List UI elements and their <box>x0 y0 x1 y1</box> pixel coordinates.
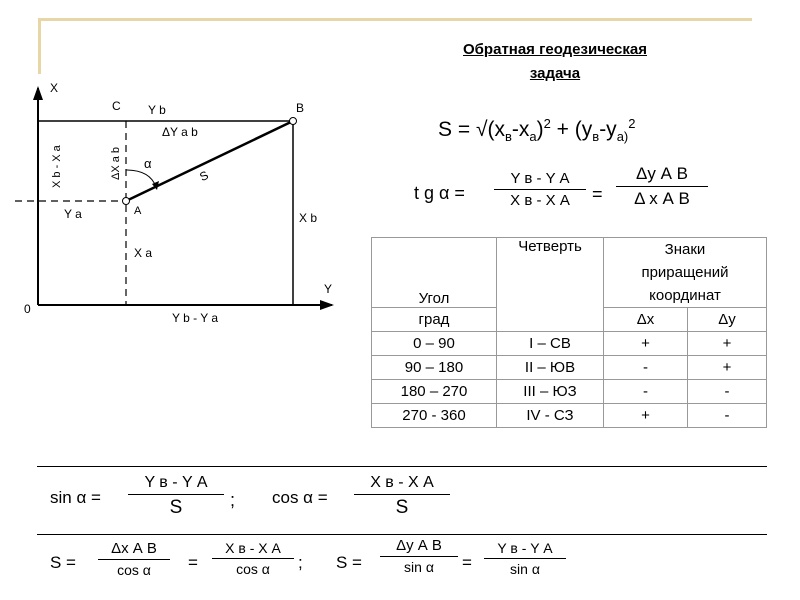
xa-label: X a <box>134 246 153 260</box>
s-den-2: cos α <box>236 561 270 577</box>
s-num-2: X в - X А <box>225 540 281 556</box>
fs-sup1: 2 <box>543 116 551 131</box>
cell-quarter: III – ЮЗ <box>497 380 604 404</box>
s-num-1: Δx А В <box>111 540 157 557</box>
tg-num-2: Δy А В <box>636 164 688 183</box>
s-eq-2: = <box>462 553 472 572</box>
sin-den: S <box>169 497 183 518</box>
point-c-label: C <box>112 99 121 113</box>
sin-bar <box>128 494 224 495</box>
separator-1 <box>37 466 767 467</box>
s-bar-3 <box>380 556 458 557</box>
cell-dy: + <box>688 332 767 356</box>
s-lhs-2: S = <box>336 553 362 572</box>
cos-num: X в - X А <box>370 474 434 491</box>
cos-fraction <box>354 474 450 519</box>
s-den-3: sin α <box>404 559 434 575</box>
fs-sup2: 2 <box>628 116 636 131</box>
tg-bar-2 <box>616 186 708 187</box>
cell-dx: + <box>604 404 688 428</box>
s-fraction-1 <box>98 540 170 578</box>
cell-dy: - <box>688 380 767 404</box>
tg-den-1: X в - X А <box>510 192 570 209</box>
tg-fraction-2 <box>616 164 708 209</box>
header-unit: град <box>372 308 497 332</box>
sin-lhs: sin α = <box>50 488 101 507</box>
dxab-label: ΔX a b <box>110 146 122 180</box>
x-axis-arrow <box>33 86 43 100</box>
s-bar-4 <box>484 558 566 559</box>
s-fraction-3 <box>380 537 458 575</box>
cell-dx: - <box>604 380 688 404</box>
yb-ya-label: Y b - Y a <box>172 311 219 325</box>
s-label: S <box>197 167 211 185</box>
s-den-4: sin α <box>510 561 540 577</box>
yb-top-label: Y b <box>148 103 166 117</box>
fs-prefix: S = √(x <box>438 118 505 141</box>
cos-den: S <box>395 497 409 518</box>
cos-lhs: cos α = <box>272 488 328 507</box>
fs-mid2: ) <box>536 118 544 141</box>
table-row <box>372 380 767 404</box>
cell-quarter: II – ЮВ <box>497 356 604 380</box>
tg-den-2: Δ x А В <box>634 189 690 208</box>
dyab-label: ΔY a b <box>162 125 198 139</box>
fs-sub2: а <box>529 129 537 145</box>
header-quarter: Четверть <box>497 238 604 332</box>
table-header-row <box>372 238 767 308</box>
ya-label: Y a <box>64 207 82 221</box>
tg-fraction-1 <box>494 170 586 209</box>
sin-cos-sep: ; <box>230 490 236 510</box>
cos-bar <box>354 494 450 495</box>
fs-mid3: + (y <box>550 118 593 141</box>
separator-2 <box>37 534 767 535</box>
title-line-2: задача <box>529 65 581 82</box>
table-row <box>372 332 767 356</box>
geodetic-diagram <box>0 70 360 410</box>
frame-left-line <box>38 18 41 74</box>
header-angle: Угол <box>372 238 497 308</box>
s-sep: ; <box>298 553 303 572</box>
s-fraction-2 <box>212 540 294 577</box>
xb-label: X b <box>299 211 318 225</box>
quadrant-sign-table <box>371 237 767 428</box>
cell-angle: 270 - 360 <box>372 404 497 428</box>
alpha-label: α <box>144 156 152 171</box>
tg-bar-1 <box>494 189 586 190</box>
cell-dx: - <box>604 356 688 380</box>
sin-num: Y в - Y А <box>144 474 208 491</box>
s-num-3: Δy А В <box>396 537 442 554</box>
cell-angle: 180 – 270 <box>372 380 497 404</box>
cell-quarter: I – СВ <box>497 332 604 356</box>
axis-x-label: X <box>50 81 59 95</box>
origin-label: 0 <box>24 302 31 316</box>
s-num-4: Y в - Y А <box>497 540 553 556</box>
tg-lhs: t g α = <box>414 183 465 203</box>
title-line-1: Обратная геодезическая <box>463 41 647 58</box>
table-row <box>372 356 767 380</box>
s-bar-1 <box>98 559 170 560</box>
fs-sub1: в <box>504 129 512 145</box>
y-axis-arrow <box>320 300 334 310</box>
tg-eq: = <box>592 184 603 204</box>
s-eq-1: = <box>188 553 198 572</box>
frame-top-line <box>38 18 752 21</box>
slide-title <box>420 38 690 86</box>
point-a-marker <box>123 198 130 205</box>
header-dx: Δx <box>604 308 688 332</box>
cell-dy: - <box>688 404 767 428</box>
header-signs: Знаки приращений координат <box>604 238 767 308</box>
point-a-label: A <box>134 205 142 217</box>
table-row <box>372 404 767 428</box>
fs-sub3: в <box>592 129 600 145</box>
axis-y-label: Y <box>324 282 333 296</box>
fs-mid1: -x <box>511 118 530 141</box>
sin-fraction <box>128 474 224 519</box>
s-lhs-1: S = <box>50 553 76 572</box>
tg-num-1: Y в - Y А <box>510 170 570 187</box>
header-dy: Δy <box>688 308 767 332</box>
cell-dy: + <box>688 356 767 380</box>
fs-sub4: а) <box>616 129 629 145</box>
distance-formula <box>438 116 635 144</box>
cell-angle: 90 – 180 <box>372 356 497 380</box>
xb-xa-label: X b - X a <box>51 145 63 188</box>
s-bar-2 <box>212 558 294 559</box>
point-b-marker <box>290 118 297 125</box>
point-b-label: B <box>296 101 305 115</box>
alpha-arc <box>126 170 156 187</box>
s-fraction-4 <box>484 540 566 577</box>
fs-mid4: -y <box>599 118 617 141</box>
s-den-1: cos α <box>117 562 151 578</box>
cell-angle: 0 – 90 <box>372 332 497 356</box>
cell-dx: + <box>604 332 688 356</box>
cell-quarter: IV - СЗ <box>497 404 604 428</box>
